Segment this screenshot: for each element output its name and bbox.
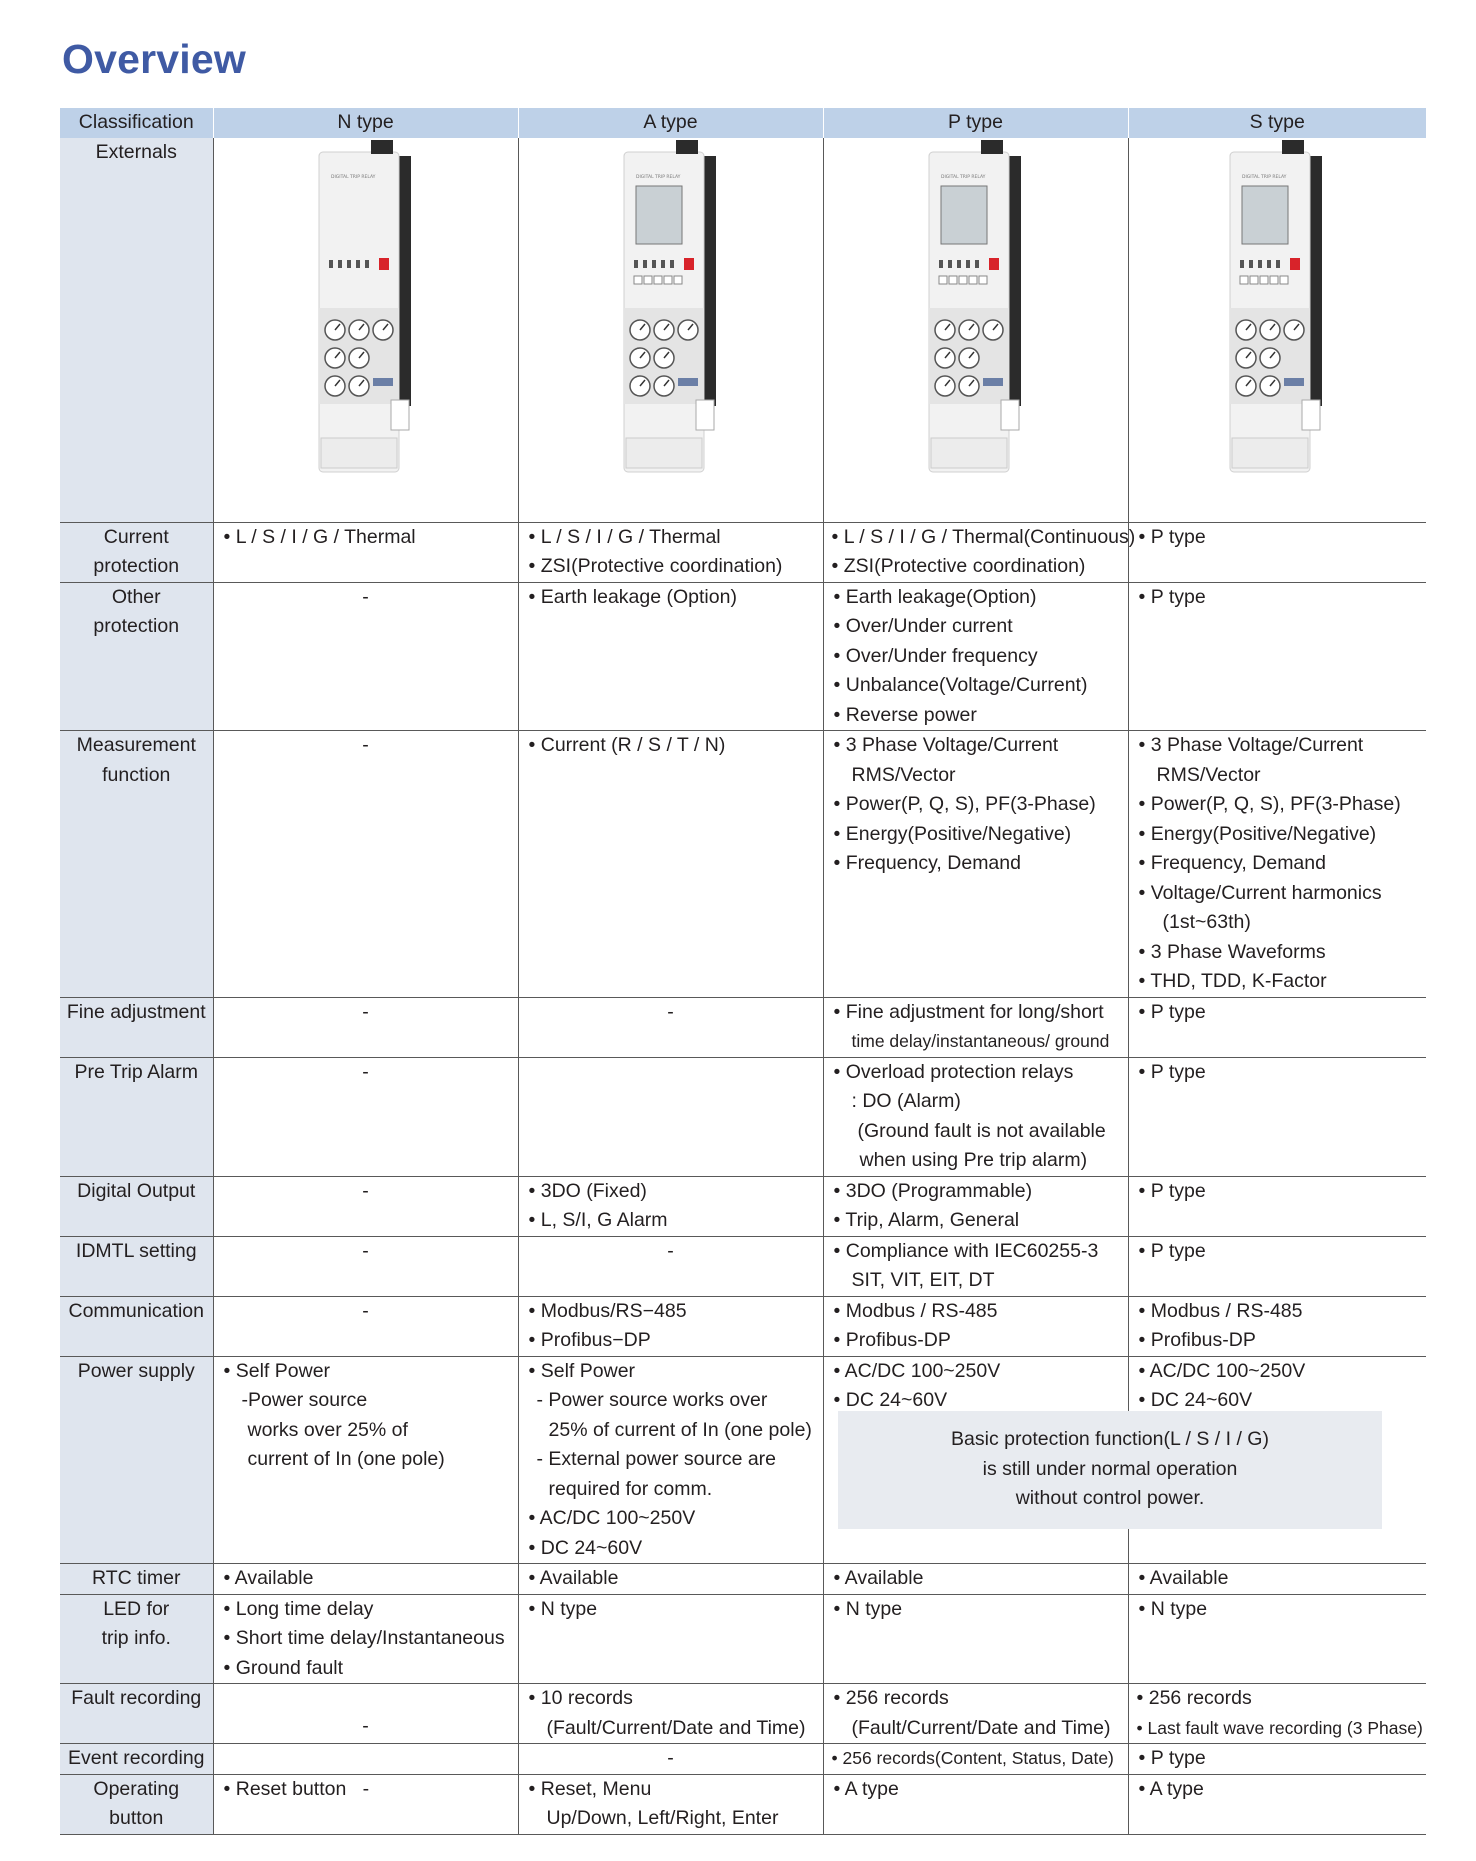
header-p-type: P type — [823, 108, 1128, 138]
cell-p: • N type — [823, 1594, 1128, 1684]
header-a-type: A type — [518, 108, 823, 138]
row-label — [60, 1594, 213, 1684]
cell-p: • Earth leakage(Option) • Over/Under current • Over/Under frequency • Unbalance(Voltage/Current) • Reverse power — [823, 582, 1128, 731]
device-image-n — [213, 138, 518, 523]
relay-port — [373, 378, 393, 386]
relay-device-a — [616, 138, 726, 478]
cell-n: - — [213, 997, 518, 1057]
row-label — [60, 582, 213, 731]
relay-key — [979, 276, 987, 284]
relay-top-clip — [676, 140, 698, 154]
relay-label: DIGITAL TRIP RELAY — [940, 174, 985, 180]
row-label — [60, 1296, 213, 1356]
cell-a: • Earth leakage (Option) — [518, 582, 823, 731]
relay-key — [654, 276, 662, 284]
cell-n: - — [213, 1684, 518, 1744]
cell-p: • Available — [823, 1564, 1128, 1595]
row-label-line: Other — [111, 585, 161, 608]
relay-led — [652, 260, 656, 268]
row-label-line: IDMTL setting — [75, 1239, 197, 1262]
relay-top-clip — [981, 140, 1003, 154]
relay-key — [1250, 276, 1258, 284]
cell-s: • P type — [1128, 522, 1426, 582]
cell-a: - — [518, 997, 823, 1057]
cell-p: • L / S / I / G / Thermal(Continuous) • ZSI(Protective coordination) — [823, 522, 1128, 582]
cell-p: • Compliance with IEC60255-3 SIT, VIT, EIT, DT — [823, 1236, 1128, 1296]
relay-key — [1240, 276, 1248, 284]
relay-led — [661, 260, 665, 268]
cell-n: • Self Power -Power source works over 25% of current of In (one pole) — [213, 1356, 518, 1564]
relay-device-s — [1222, 138, 1332, 478]
row-label-line: Measurement — [76, 734, 196, 756]
row-label-line: trip info. — [101, 1627, 171, 1649]
relay-led — [329, 260, 333, 268]
cell-n: • Long time delay • Short time delay/Instantaneous • Ground fault — [213, 1594, 518, 1684]
cell-p: • 256 records(Content, Status, Date) — [823, 1744, 1128, 1775]
relay-led — [948, 260, 952, 268]
row-label-line: function — [102, 763, 171, 786]
row-externals — [60, 138, 1426, 523]
relay-lcd — [1242, 186, 1288, 244]
relay-key — [1280, 276, 1288, 284]
cell-s: • P type — [1128, 1176, 1426, 1236]
relay-led — [975, 260, 979, 268]
cell-n: - — [213, 1236, 518, 1296]
relay-bottom — [931, 438, 1007, 468]
row-label-line: Fault recording — [71, 1687, 202, 1709]
relay-led — [1249, 260, 1253, 268]
cell-s: • P type — [1128, 1744, 1426, 1775]
relay-reset-led — [989, 258, 999, 270]
row-label-line: Operating — [93, 1777, 180, 1800]
row-led-trip-info — [60, 1594, 1426, 1684]
relay-led — [1240, 260, 1244, 268]
cell-s: • P type — [1128, 1057, 1426, 1176]
row-communication — [60, 1296, 1426, 1356]
cell-p: • AC/DC 100~250V • DC 24~60V — [823, 1356, 1128, 1564]
relay-led — [347, 260, 351, 268]
relay-led — [1276, 260, 1280, 268]
row-label — [60, 997, 213, 1057]
cell-a: • N type — [518, 1594, 823, 1684]
row-label — [60, 1744, 213, 1775]
cell-n: • L / S / I / G / Thermal — [213, 522, 518, 582]
relay-key — [634, 276, 642, 284]
row-label — [60, 1057, 213, 1176]
relay-top-clip — [1282, 140, 1304, 154]
relay-lcd — [941, 186, 987, 244]
row-label-line: LED for — [103, 1597, 170, 1620]
relay-led — [1258, 260, 1262, 268]
row-label — [60, 1684, 213, 1744]
cell-a: • Modbus/RS−485 • Profibus−DP — [518, 1296, 823, 1356]
relay-bottom — [626, 438, 702, 468]
relay-label: DIGITAL TRIP RELAY — [330, 174, 375, 180]
cell-a: - — [518, 1744, 823, 1775]
cell-a: • L / S / I / G / Thermal • ZSI(Protective coordination) — [518, 522, 823, 582]
cell-a: • 3DO (Fixed) • L, S/I, G Alarm — [518, 1176, 823, 1236]
cell-s: • P type — [1128, 1236, 1426, 1296]
cell-p: • Modbus / RS-485 • Profibus-DP — [823, 1296, 1128, 1356]
relay-led — [670, 260, 674, 268]
relay-bottom — [1232, 438, 1308, 468]
cell-p: • 3DO (Programmable) • Trip, Alarm, General — [823, 1176, 1128, 1236]
row-label-line: Event recording — [67, 1747, 205, 1769]
row-digital-output — [60, 1176, 1426, 1236]
cell-p: • Fine adjustment for long/short time delay/instantaneous/ ground — [823, 997, 1128, 1057]
header-n-type: N type — [213, 108, 518, 138]
row-fine-adjustment — [60, 997, 1426, 1057]
relay-latch — [696, 400, 714, 430]
relay-latch — [391, 400, 409, 430]
row-label — [60, 731, 213, 998]
relay-bottom — [321, 438, 397, 468]
cell-n — [213, 1744, 518, 1775]
cell-n: - — [213, 582, 518, 731]
row-label-line: button — [109, 1807, 164, 1829]
cell-s: • 256 records • Last fault wave recording (3 Phase) — [1128, 1684, 1426, 1744]
row-label-line: Externals — [95, 140, 177, 163]
row-operating-button — [60, 1774, 1426, 1834]
row-label-line: Digital Output — [77, 1179, 196, 1202]
cell-s: • Modbus / RS-485 • Profibus-DP — [1128, 1296, 1426, 1356]
row-label — [60, 138, 213, 523]
relay-key — [1270, 276, 1278, 284]
cell-s: • P type — [1128, 582, 1426, 731]
relay-port — [983, 378, 1003, 386]
cell-a: - — [518, 1236, 823, 1296]
relay-key — [1260, 276, 1268, 284]
relay-label: DIGITAL TRIP RELAY — [635, 174, 680, 180]
row-label — [60, 1236, 213, 1296]
note-line: is still under normal operation — [982, 1457, 1238, 1480]
cell-a: • Reset, Menu Up/Down, Left/Right, Enter — [518, 1774, 823, 1834]
row-measurement-function — [60, 731, 1426, 998]
row-label-line: protection — [93, 615, 180, 637]
relay-reset-led — [1290, 258, 1300, 270]
relay-device-n — [311, 138, 421, 478]
cell-s: • Available — [1128, 1564, 1426, 1595]
overview-table — [60, 108, 1426, 1835]
relay-lcd — [636, 186, 682, 244]
device-image-p — [823, 138, 1128, 523]
cell-a: • Current (R / S / T / N) — [518, 731, 823, 998]
relay-led — [338, 260, 342, 268]
relay-led — [634, 260, 638, 268]
cell-s: • AC/DC 100~250V • DC 24~60V — [1128, 1356, 1426, 1564]
row-label-line: Current — [103, 525, 169, 548]
row-idmtl-setting — [60, 1236, 1426, 1296]
power-supply-note — [838, 1411, 1382, 1529]
row-label — [60, 1356, 213, 1564]
cell-p: • Overload protection relays : DO (Alarm) (Ground fault is not available when using Pre trip alarm) — [823, 1057, 1128, 1176]
cell-n: - — [213, 731, 518, 998]
cell-a — [518, 1057, 823, 1176]
note-line: without control power. — [1015, 1487, 1205, 1509]
relay-latch — [1302, 400, 1320, 430]
relay-led — [1267, 260, 1271, 268]
cell-p: • 3 Phase Voltage/Current RMS/Vector • Power(P, Q, S), PF(3-Phase) • Energy(Positive/Negative) • Frequency, Demand — [823, 731, 1128, 998]
relay-label: DIGITAL TRIP RELAY — [1242, 174, 1287, 180]
row-label — [60, 1564, 213, 1595]
device-image-s — [1128, 138, 1426, 523]
device-image-a — [518, 138, 823, 523]
page-title: Overview — [62, 36, 246, 82]
relay-key — [939, 276, 947, 284]
cell-s: • A type — [1128, 1774, 1426, 1834]
row-other-protection — [60, 582, 1426, 731]
cell-n: - — [213, 1296, 518, 1356]
cell-s: • 3 Phase Voltage/Current RMS/Vector • Power(P, Q, S), PF(3-Phase) • Energy(Positive/Negative) • Frequency, Demand • Voltage/Current harmonics (1st~63th) • 3 Phase Waveforms • THD, TDD, K-Factor — [1128, 731, 1426, 998]
row-label-line: Communication — [68, 1299, 204, 1322]
row-rtc-timer — [60, 1564, 1426, 1595]
header-classification: Classification — [60, 108, 213, 138]
row-label-line: Power supply — [77, 1359, 195, 1382]
relay-key — [644, 276, 652, 284]
cell-a: • Available — [518, 1564, 823, 1595]
relay-reset-led — [684, 258, 694, 270]
row-fault-recording — [60, 1684, 1426, 1744]
note-line: Basic protection function(L / S / I / G) — [951, 1428, 1269, 1450]
cell-n: • Reset button - — [213, 1774, 518, 1834]
cell-a: • Self Power - Power source works over 25% of current of In (one pole) - External power source are required for comm. • AC/DC 100~250V • DC 24~60V — [518, 1356, 823, 1564]
cell-a: • 10 records (Fault/Current/Date and Time) — [518, 1684, 823, 1744]
relay-led — [643, 260, 647, 268]
cell-s: • N type — [1128, 1594, 1426, 1684]
row-label — [60, 1774, 213, 1834]
relay-port — [678, 378, 698, 386]
row-event-recording — [60, 1744, 1426, 1775]
relay-device-p — [921, 138, 1031, 478]
row-current-protection — [60, 522, 1426, 582]
cell-p: • A type — [823, 1774, 1128, 1834]
relay-led — [966, 260, 970, 268]
relay-led — [939, 260, 943, 268]
relay-latch — [1001, 400, 1019, 430]
relay-reset-led — [379, 258, 389, 270]
header-row — [60, 108, 1426, 138]
cell-n: - — [213, 1176, 518, 1236]
cell-p: • 256 records (Fault/Current/Date and Time) — [823, 1684, 1128, 1744]
relay-led — [356, 260, 360, 268]
row-label — [60, 522, 213, 582]
row-pre-trip-alarm — [60, 1057, 1426, 1176]
relay-key — [959, 276, 967, 284]
cell-n: - — [213, 1057, 518, 1176]
header-s-type: S type — [1128, 108, 1426, 138]
cell-n: • Available — [213, 1564, 518, 1595]
row-label-line: Fine adjustment — [66, 1000, 206, 1023]
row-label — [60, 1176, 213, 1236]
relay-port — [1284, 378, 1304, 386]
row-label-line: Pre Trip Alarm — [74, 1060, 199, 1083]
relay-key — [664, 276, 672, 284]
relay-led — [365, 260, 369, 268]
relay-led — [957, 260, 961, 268]
relay-key — [969, 276, 977, 284]
relay-key — [674, 276, 682, 284]
cell-s: • P type — [1128, 997, 1426, 1057]
relay-key — [949, 276, 957, 284]
row-label-line: protection — [93, 555, 180, 577]
relay-top-clip — [371, 140, 393, 154]
row-label-line: RTC timer — [92, 1567, 181, 1589]
